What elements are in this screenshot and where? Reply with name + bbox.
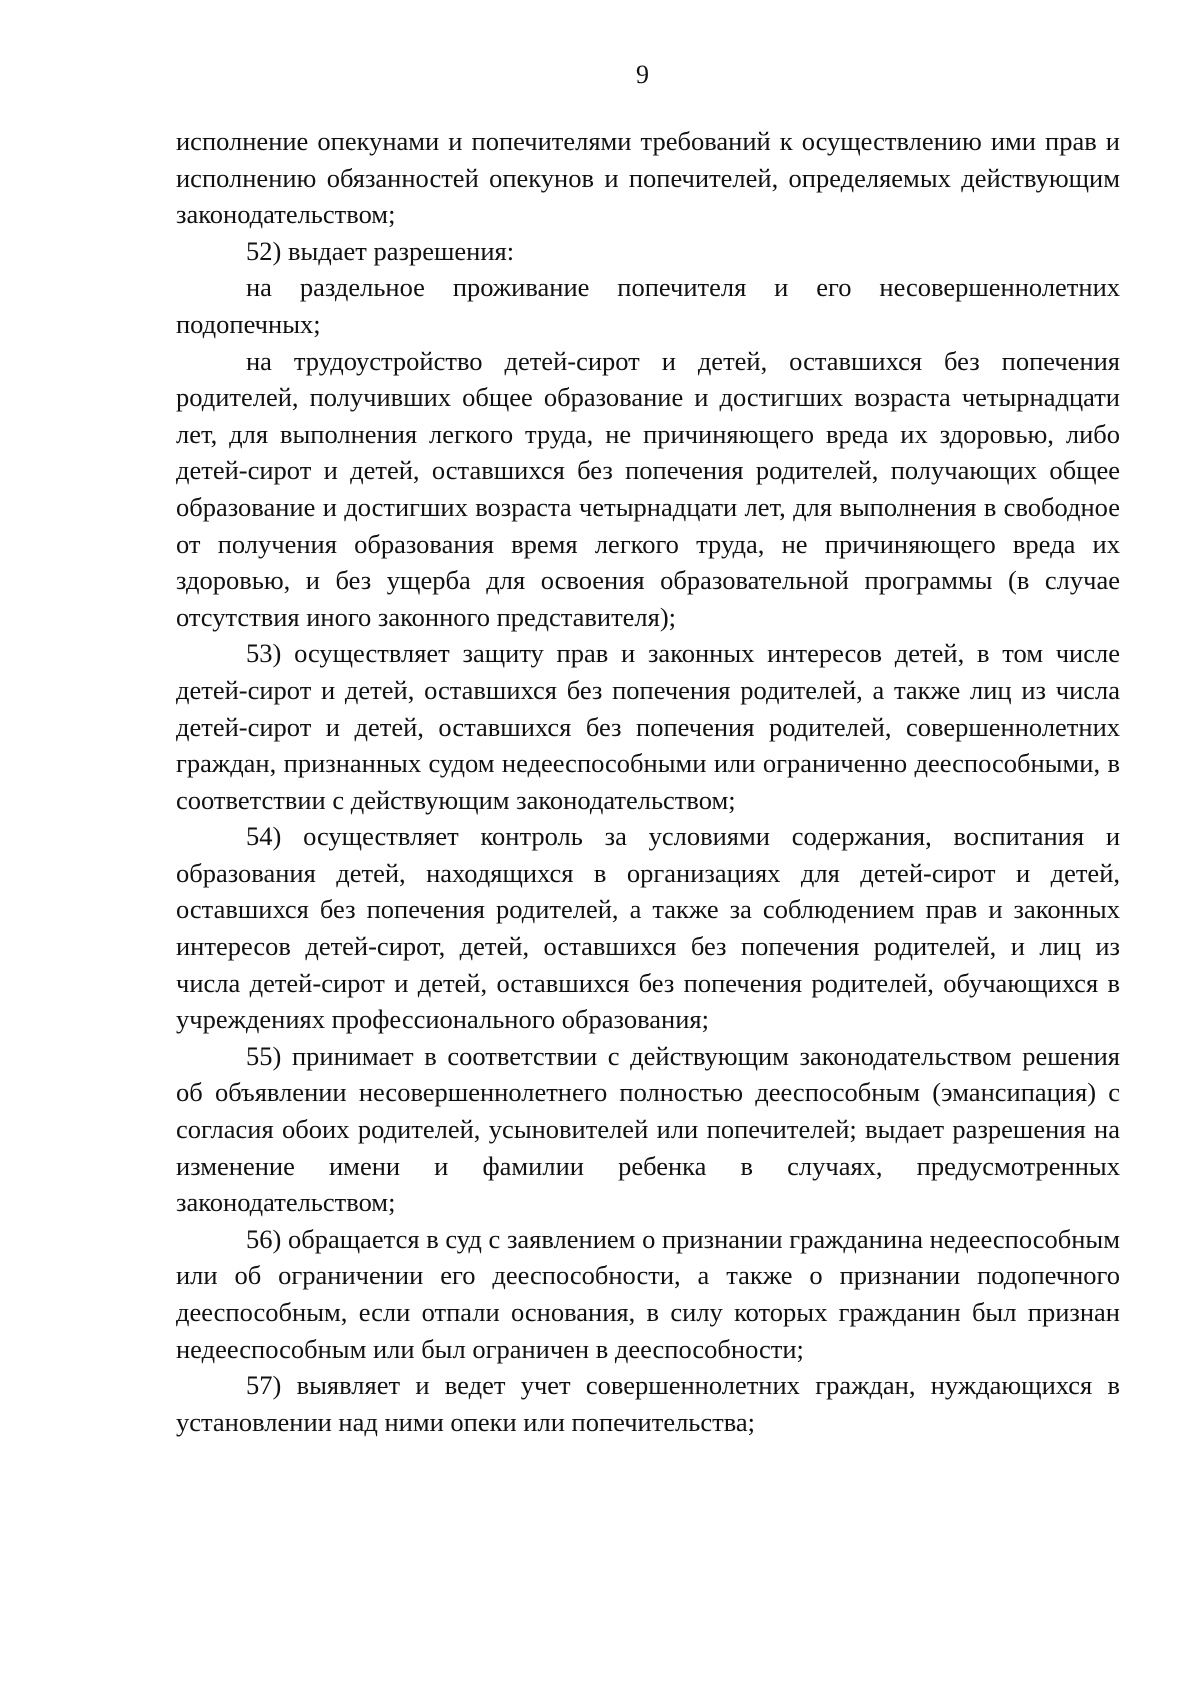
paragraph-53: 53) осуществляет защиту прав и законных интересов детей, в том числе детей-сирот и детей, оставшихся без попечения родителей, а также лиц из числа детей-сирот и детей, оставшихся без попечения родителей, совершеннолетних граждан, признанных судом недееспособными или ограниченно дееспособными, в соответствии с действующим законодательством; [176, 638, 1120, 815]
paragraph-56: 56) обращается в суд с заявлением о признании гражданина недееспособным или об ограничении его дееспособности, а также о признании подопечного дееспособным, если отпали основания, в силу которых гражданин был признан недееспособным или был ограничен в дееспособности; [176, 1223, 1120, 1364]
paragraph-57: 57) выявляет и ведет учет совершеннолетних граждан, нуждающихся в установлении над ними опеки или попечительства; [176, 1370, 1120, 1437]
paragraph-55: 55) принимает в соответствии с действующим законодательством решения об объявлении несовершеннолетнего полностью дееспособным (эмансипация) с согласия обоих родителей, усыновителей или попечителей; выдает разрешения на изменение имени и фамилии ребенка в случаях, предусмотренных законодательством; [176, 1040, 1120, 1218]
document-body [176, 123, 1120, 1440]
paragraph-52: 52) выдает разрешения: [246, 235, 515, 266]
page-number: 9 [636, 60, 649, 89]
paragraph-54: 54) осуществляет контроль за условиями содержания, воспитания и образования детей, находящихся в организациях для детей-сирот и детей, оставшихся без попечения родителей, а также за соблюдением прав и законных интересов детей-сирот, детей, оставшихся без попечения родителей, и лиц из числа детей-сирот и детей, оставшихся без попечения родителей, обучающихся в учреждениях профессионального образования; [176, 821, 1120, 1035]
paragraph-52-employment: на трудоустройство детей-сирот и детей, оставшихся без попечения родителей, получивших общее образование и достигших возраста четырнадцати лет, для выполнения легкого труда, не причиняющего вреда их здоровью, либо детей-сирот и детей, оставшихся без попечения родителей, получающих общее образование и достигших возраста четырнадцати лет, для выполнения в свободное от получения образования время легкого труда, не причиняющего вреда их здоровью, и без ущерба для освоения образовательной программы (в случае отсутствия иного законного представителя); [176, 345, 1120, 632]
paragraph-52-separate-residence: на раздельное проживание попечителя и его несовершеннолетних подопечных; [176, 272, 1120, 339]
paragraph-continuation: исполнение опекунами и попечителями требований к осуществлению ими прав и исполнению обязанностей опекунов и попечителей, определяемых действующим законодательством; [176, 126, 1120, 230]
